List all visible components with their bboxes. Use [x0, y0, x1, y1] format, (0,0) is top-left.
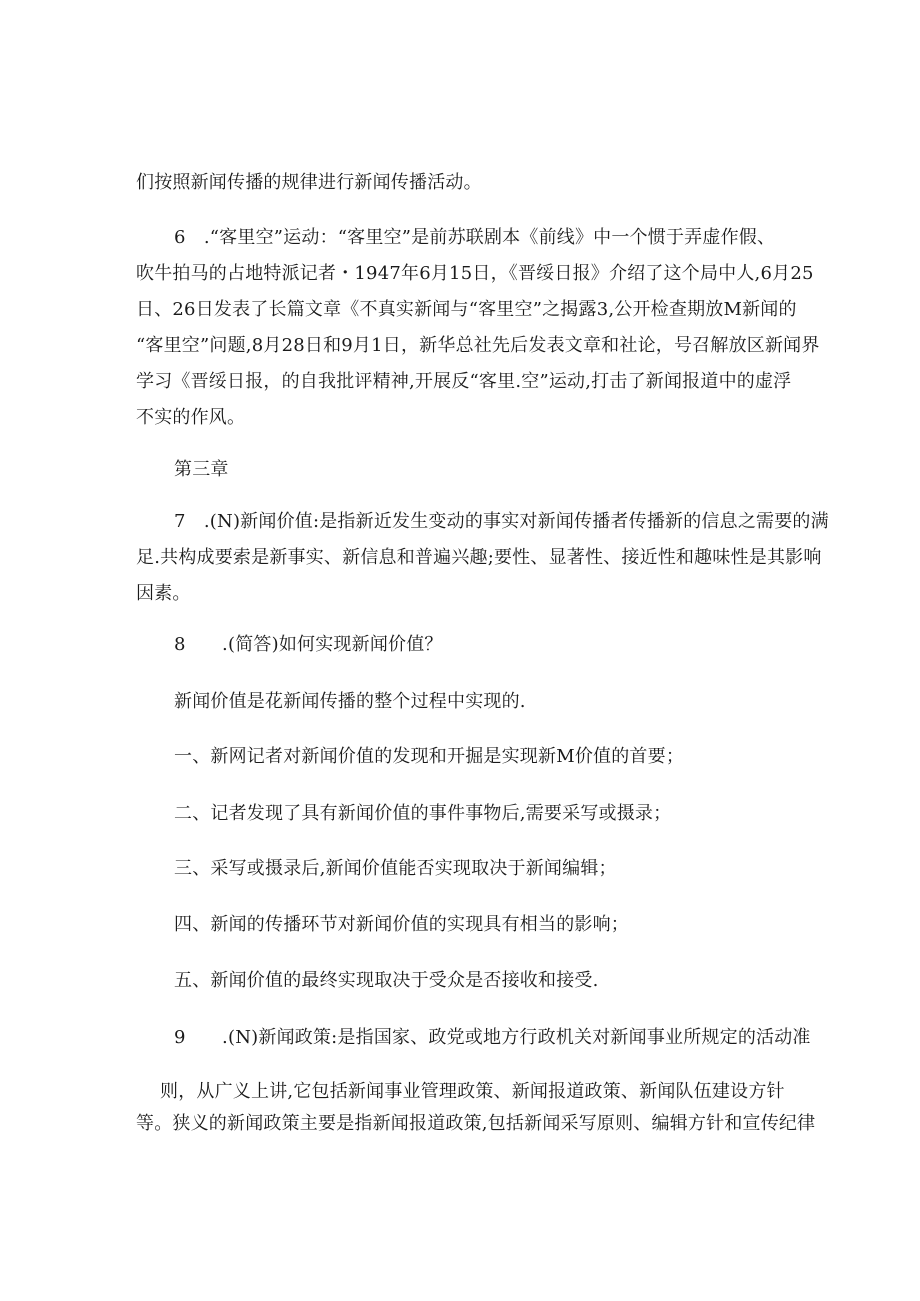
- text-line: 新闻价值是花新闻传播的整个过程中实现的.: [174, 691, 526, 712]
- text-line: 一、新网记者对新闻价值的发现和开掘是实现新M价值的首要；: [174, 746, 685, 767]
- text-line: 则，从广义上讲,它包括新闻事业管理政策、新闻报道政策、新闻队伍建设方针: [160, 1081, 785, 1102]
- text-line: 五、新闻价值的最终实现取决于受众是否接收和接受.: [174, 970, 599, 991]
- text-line: 学习《晋绥日报，的自我批评精神,开展反“客里.空”运动,打击了新闻报道中的虚浮: [136, 371, 792, 392]
- text-line: 8 .(简答)如何实现新闻价值？: [174, 634, 443, 655]
- text-line: “客里空”问题,8月28日和9月1日，新华总社先后发表文章和社论，号召解放区新闻界: [136, 335, 820, 356]
- text-line: 9 .(N)新闻政策:是指国家、政党或地方行政机关对新闻事业所规定的活动准: [174, 1027, 811, 1048]
- chapter-heading: 第三章: [174, 459, 229, 480]
- text-line: 等。狭义的新闻政策主要是指新闻报道政策,包括新闻采写原则、编辑方针和宣传纪律: [136, 1113, 816, 1134]
- text-line: 足.共构成要索是新事实、新信息和普遍兴趣;要性、显著性、接近性和趣味性是其影响: [136, 547, 822, 568]
- text-line: 三、采写或摄录后,新闻价值能否实现取决于新闻编辑；: [174, 858, 617, 879]
- text-line: 不实的作风。: [136, 407, 246, 428]
- text-line: 吹牛拍马的占地特派记者・1947年6月15日，《晋绥日报》介绍了这个局中人,6月25: [136, 263, 814, 284]
- text-line: 因素。: [136, 583, 191, 604]
- text-line: 6 .“客里空”运动：“客里空”是前苏联剧本《前线》中一个惯于弄虚作假、: [174, 227, 776, 248]
- text-line: 7 .(N)新闻价值:是指新近发生变动的事实对新闻传播者传播新的信息之需要的满: [174, 511, 829, 532]
- text-line: 们按照新闻传播的规律进行新闻传播活动。: [136, 172, 482, 193]
- text-line: 二、记者发现了具有新闻价值的事件事物后,需要采写或摄录；: [174, 803, 672, 824]
- text-line: 四、新闻的传播环节对新闻价值的实现具有相当的影响；: [174, 914, 629, 935]
- text-line: 日、26日发表了长篇文章《不真实新闻与“客里空”之揭露3,公开检查期放M新闻的: [136, 299, 797, 320]
